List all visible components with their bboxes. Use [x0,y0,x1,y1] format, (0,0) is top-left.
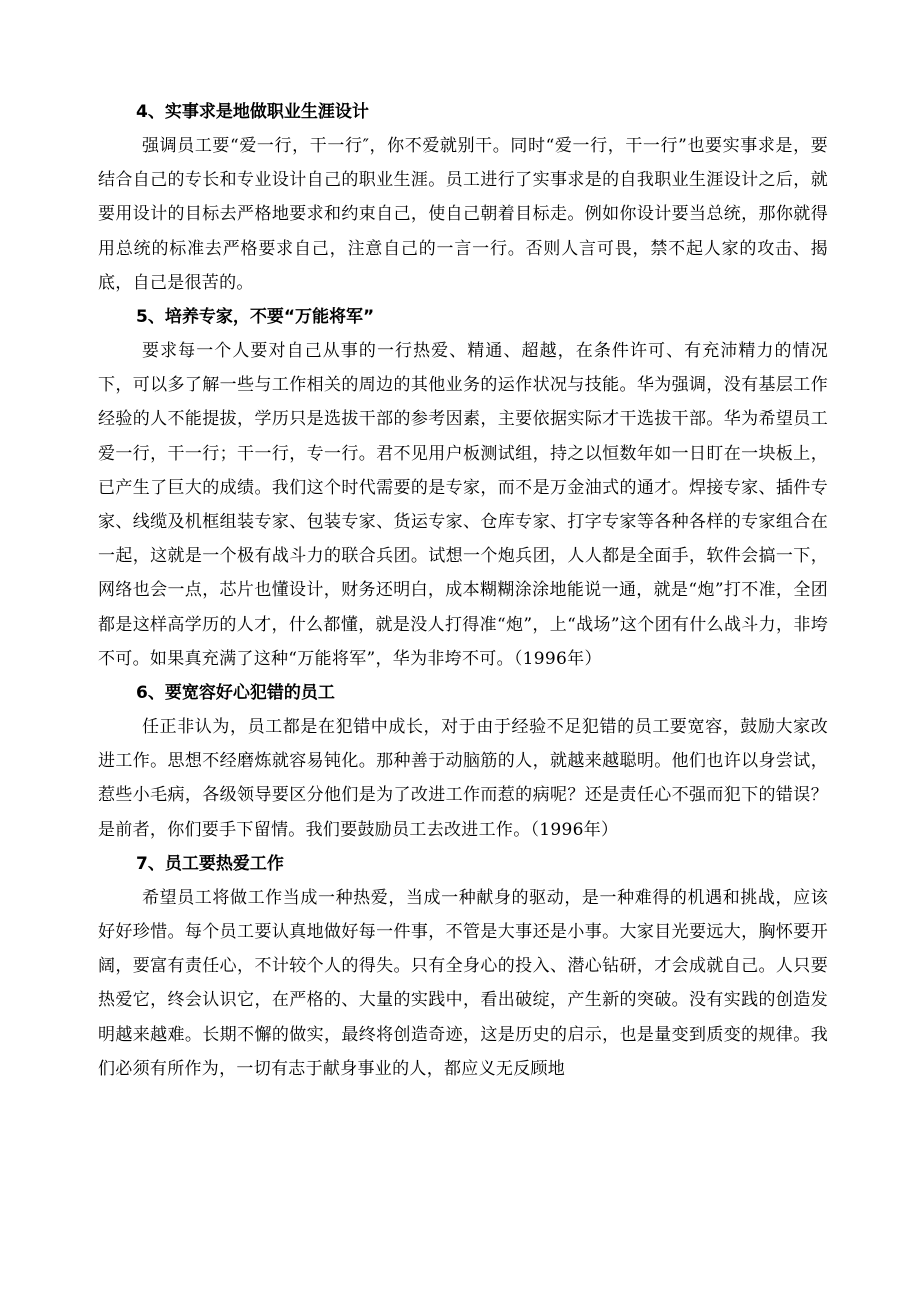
section-heading-6: 6、要宽容好心犯错的员工 [136,683,335,704]
document-body [98,95,828,1086]
section-body-5: 要求每一个人要对自己从事的一行热爱、精通、超越，在条件许可、有充沛精力的情况下，可以多了解一些与工作相关的周边的其他业务的运作状况与技能。华为强调，没有基层工作经验的人不能提拔，学历只是选拔干部的参考因素，主要依据实际才干选拔干部。华为希望员工爱一行，干一行；干一行，专一行。君不见用户板测试组，持之以恒数年如一日盯在一块板上，已产生了巨大的成绩。我们这个时代需要的是专家，而不是万金油式的通才。焊接专家、插件专家、线缆及机框组装专家、包装专家、货运专家、仓库专家、打字专家等各种各样的专家组合在一起，这就是一个极有战斗力的联合兵团。试想一个炮兵团，人人都是全面手，软件会搞一下，网络也会一点，芯片也懂设计，财务还明白，成本糊糊涂涂地能说一通，就是“炮”打不准，全团都是这样高学历的人才，什么都懂，就是没人打得准“炮”，上“战场”这个团有什么战斗力，非垮不可。如果真充满了这种“万能将军”，华为非垮不可。（1996年） [98,341,828,669]
section-heading-4: 4、实事求是地做职业生涯设计 [136,102,369,122]
section-body-6: 任正非认为，员工都是在犯错中成长，对于由于经验不足犯错的员工要宽容，鼓励大家改进工作。思想不经磨炼就容易钝化。那种善于动脑筋的人，就越来越聪明。他们也许以身尝试，惹些小毛病，各级领导要区分他们是为了改进工作而惹的病呢？还是责任心不强而犯下的错误？是前者，你们要手下留情。我们要鼓励员工去改进工作。（1996年） [98,717,828,840]
section-heading-5: 5、培养专家，不要“万能将军” [136,307,375,328]
section-body-7: 希望员工将做工作当成一种热爱，当成一种献身的驱动，是一种难得的机遇和挑战，应该好好珍惜。每个员工要认真地做好每一件事，不管是大事还是小事。大家目光要远大，胸怀要开阔，要富有责任心，不计较个人的得失。只有全身心的投入、潜心钻研，才会成就自己。人只要热爱它，终会认识它，在严格的、大量的实践中，看出破绽，产生新的突破。没有实践的创造发明越来越难。长期不懈的做实，最终将创造奇迹，这是历史的启示，也是量变到质变的规律。我们必须有所作为，一切有志于献身事业的人，都应义无反顾地 [98,887,828,1079]
section-heading-7: 7、员工要热爱工作 [136,853,284,874]
section-body-4: 强调员工要“爱一行，干一行″，你不爱就别干。同时“爱一行，干一行”也要实事求是，要结合自己的专长和专业设计自己的职业生涯。员工进行了实事求是的自我职业生涯设计之后，就要用设计的目标去严格地要求和约束自己，使自己朝着目标走。例如你设计要当总统，那你就得用总统的标准去严格要求自己，注意自己的一言一行。否则人言可畏，禁不起人家的攻击、揭底，自己是很苦的。 [98,136,828,293]
